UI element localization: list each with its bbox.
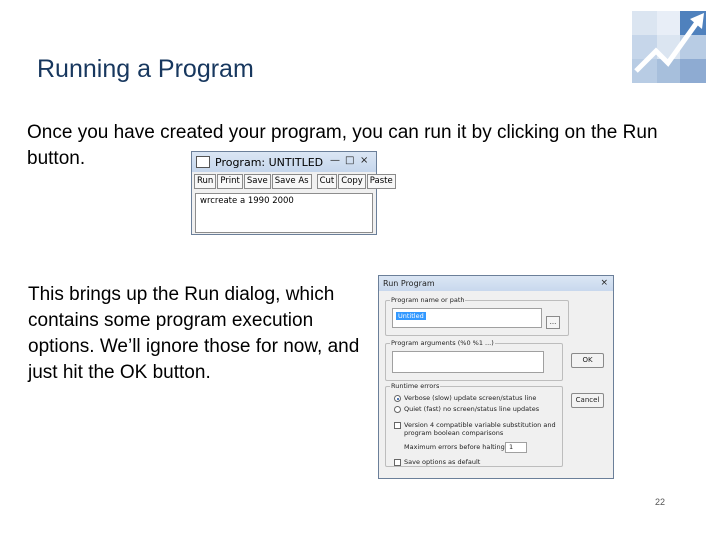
cut-button[interactable]: Cut <box>317 174 338 189</box>
ok-button[interactable]: OK <box>571 353 604 368</box>
maximize-icon[interactable]: □ <box>345 155 355 166</box>
page-number: 22 <box>655 497 666 507</box>
program-arguments-input[interactable] <box>392 351 544 373</box>
copy-button[interactable]: Copy <box>338 174 366 189</box>
chart-logo-icon <box>632 11 706 83</box>
save-default-label: Save options as default <box>404 458 481 466</box>
close-icon[interactable]: × <box>360 155 369 166</box>
program-name-label: Program name or path <box>391 296 465 304</box>
program-name-value: Untitled <box>398 312 424 320</box>
program-window-icon <box>196 156 210 168</box>
slide-title: Running a Program <box>37 55 254 83</box>
quiet-radio[interactable] <box>394 406 401 413</box>
save-as-button[interactable]: Save As <box>272 174 312 189</box>
program-editor[interactable]: wrcreate a 1990 2000 <box>195 193 373 233</box>
close-icon[interactable]: × <box>600 278 608 288</box>
version4-label-line2: program boolean comparisons <box>404 429 504 437</box>
browse-button[interactable]: ... <box>546 316 560 329</box>
version4-checkbox[interactable] <box>394 422 401 429</box>
paste-button[interactable]: Paste <box>367 174 396 189</box>
program-name-input[interactable] <box>392 308 542 328</box>
run-button[interactable]: Run <box>194 174 216 189</box>
version4-label-line1: Version 4 compatible variable substitution and <box>404 421 556 429</box>
print-button[interactable]: Print <box>217 174 243 189</box>
program-window-titlebar <box>192 152 376 172</box>
runtime-errors-label: Runtime errors <box>391 382 440 390</box>
run-dialog-paragraph: This brings up the Run dialog, which contains some program execution options. We’ll ignore those for now, and just hit the OK button. <box>28 284 360 383</box>
program-window-title: Program: UNTITLED <box>215 155 324 169</box>
save-default-checkbox[interactable] <box>394 459 401 466</box>
quiet-label: Quiet (fast) no screen/status line updates <box>404 405 540 413</box>
program-window-screenshot <box>191 151 393 235</box>
program-arguments-label: Program arguments (%0 %1 ...) <box>391 339 494 347</box>
verbose-label: Verbose (slow) update screen/status line <box>404 394 537 402</box>
cancel-button[interactable]: Cancel <box>571 393 604 408</box>
verbose-radio[interactable] <box>394 395 401 402</box>
max-errors-input[interactable]: 1 <box>505 442 527 453</box>
intro-paragraph: Once you have created your program, you can run it by clicking on the Run button. <box>27 122 658 169</box>
max-errors-label: Maximum errors before halting <box>404 443 505 451</box>
run-dialog-screenshot <box>378 275 614 479</box>
run-dialog-titlebar <box>379 276 613 291</box>
minimize-icon[interactable]: — <box>330 155 340 166</box>
program-toolbar <box>192 172 393 189</box>
save-button[interactable]: Save <box>244 174 271 189</box>
run-dialog-title: Run Program <box>383 279 435 288</box>
